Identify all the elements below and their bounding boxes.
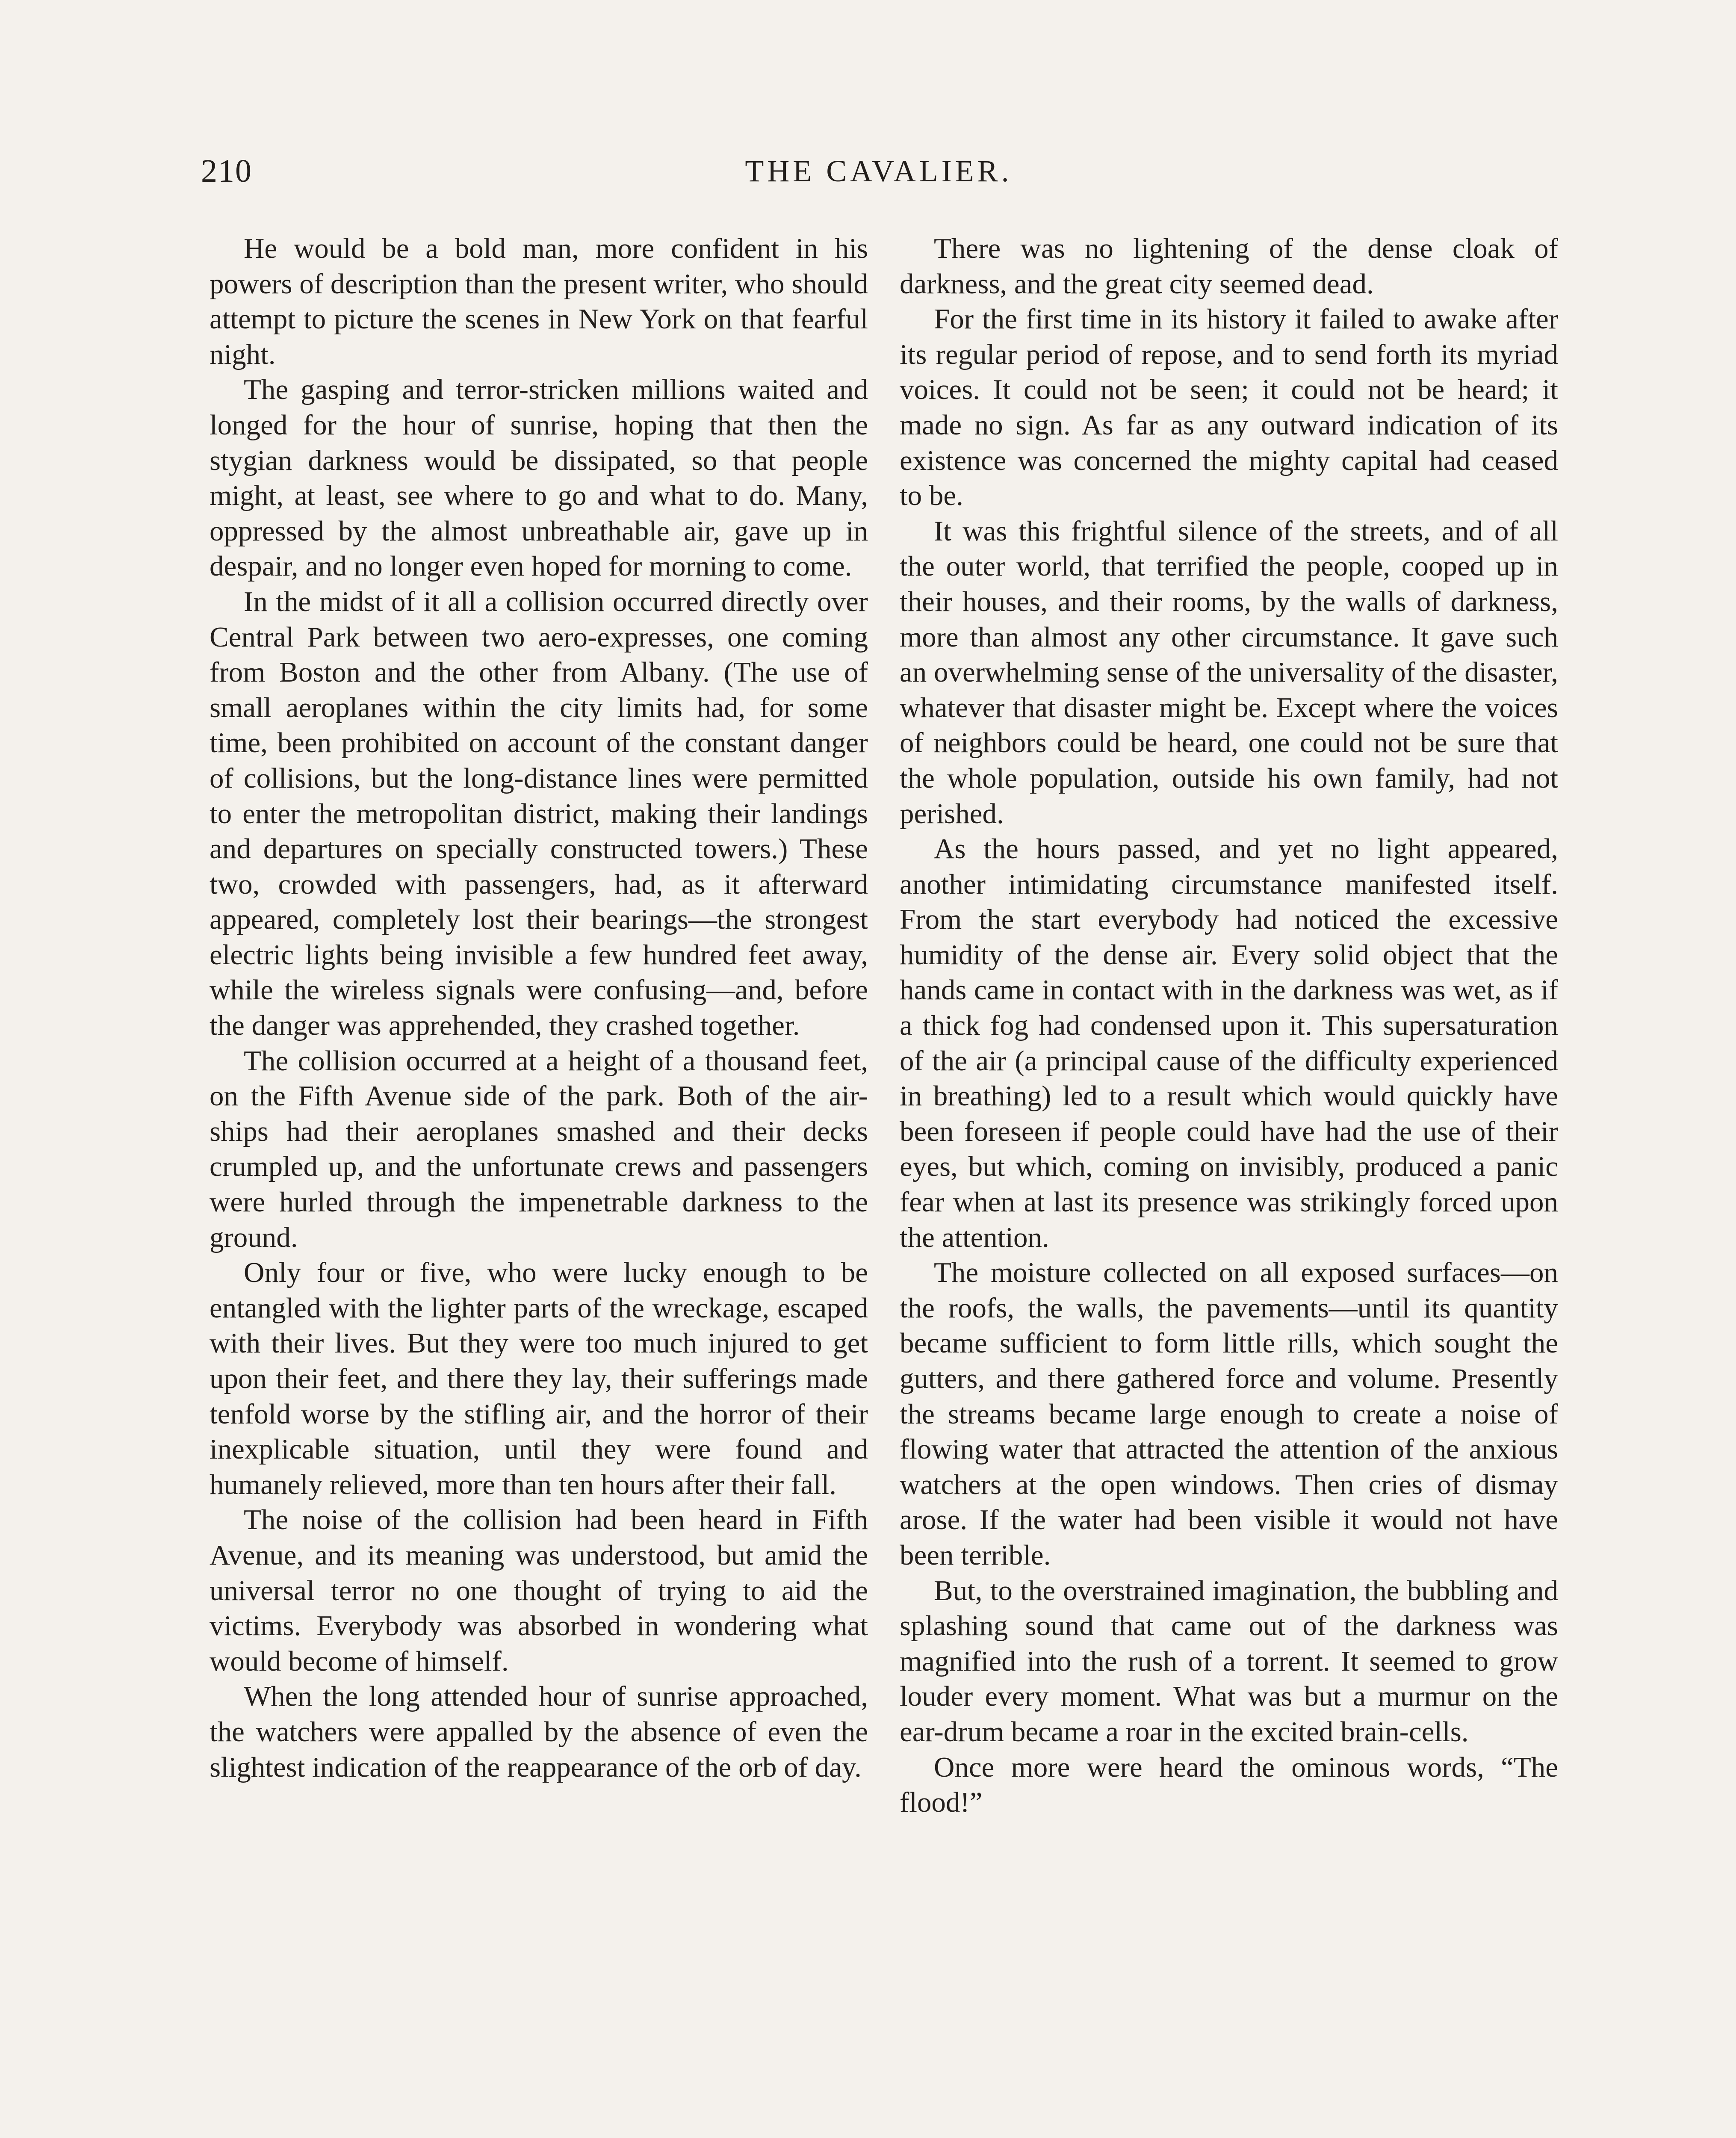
paragraph: As the hours passed, and yet no light appeared, another intimidating circumstance manifested itself. From the start everybody had noticed the excessive humidity of the dense air. Every solid object that the hands came in contact with in the darkness was wet, as if a thick fog had condensed upon it. This supersaturation of the air (a principal cause of the difficulty experienced in breathing) led to a result which would quickly have been foreseen if people could have had the use of their eyes, but which, coming on invisibly, produced a panic fear when at last its presence was strikingly forced upon the attention. [900, 833, 1558, 1253]
paragraph: The collision occurred at a height of a thousand feet, on the Fifth Avenue side of the park. Both of the air-ships had their aeroplanes smashed and their decks crumpled up, and the unfortunate crews and passengers were hurled through the impenetrable darkness to the ground. [210, 1045, 868, 1253]
paragraph: Once more were heard the ominous words, “The flood!” [900, 1751, 1558, 1819]
paragraph: It was this frightful silence of the streets, and of all the outer world, that terrified the people, cooped up in their houses, and their rooms, by the walls of darkness, more than almost any other circumstance. It gave such an overwhelming sense of the universality of the disaster, whatever that disaster might be. Except where the voices of neighbors could be heard, one could not be sure that the whole population, outside his own family, had not perished. [900, 515, 1558, 830]
running-title: THE CAVALIER. [745, 154, 1013, 188]
page-header [201, 150, 1556, 201]
paragraph: But, to the overstrained imagination, the bubbling and splashing sound that came out of the darkness was magnified into the rush of a torrent. It seemed to grow louder every moment. What was but a murmur on the ear-drum became a roar in the excited brain-cells. [900, 1574, 1558, 1748]
paragraph: When the long attended hour of sunrise approached, the watchers were appalled by the absence of even the slightest indication of the reappearance of the orb of day. [210, 1680, 868, 1783]
paragraph: The moisture collected on all exposed surfaces—on the roofs, the walls, the pavements—until its quantity became sufficient to form little rills, which sought the gutters, and there gathered force and volume. Presently the streams became large enough to create a noise of flowing water that attracted the attention of the anxious watchers at the open windows. Then cries of dismay arose. If the water had been visible it would not have been terrible. [900, 1257, 1558, 1571]
paragraph: The noise of the collision had been heard in Fifth Avenue, and its meaning was understood, but amid the universal terror no one thought of trying to aid the victims. Everybody was absorbed in wondering what would become of himself. [210, 1504, 868, 1677]
page-number: 210 [201, 153, 252, 189]
right-column [900, 231, 1558, 1820]
left-column [210, 231, 868, 1785]
paragraph: There was no lightening of the dense cloak of darkness, and the great city seemed dead. [900, 233, 1558, 300]
paragraph: He would be a bold man, more confident in his powers of description than the present writer, who should attempt to picture the scenes in New York on that fearful night. [210, 233, 868, 370]
paragraph: Only four or five, who were lucky enough to be entangled with the lighter parts of the wreckage, escaped with their lives. But they were too much injured to get upon their feet, and there they lay, their sufferings made tenfold worse by the stifling air, and the horror of their inexplicable situation, until they were found and humanely relieved, more than ten hours after their fall. [210, 1257, 868, 1500]
paragraph: The gasping and terror-stricken millions waited and longed for the hour of sunrise, hoping that then the stygian darkness would be dissipated, so that people might, at least, see where to go and what to do. Many, oppressed by the almost unbreathable air, gave up in despair, and no longer even hoped for morning to come. [210, 374, 868, 582]
paragraph: For the first time in its history it failed to awake after its regular period of repose, and to send forth its myriad voices. It could not be seen; it could not be heard; it made no sign. As far as any outward indication of its existence was concerned the mighty capital had ceased to be. [900, 303, 1558, 512]
paragraph: In the midst of it all a collision occurred directly over Central Park between two aero-expresses, one coming from Boston and the other from Albany. (The use of small aeroplanes within the city limits had, for some time, been prohibited on account of the constant danger of collisions, but the long-distance lines were permitted to enter the metropolitan district, making their landings and departures on specially constructed towers.) These two, crowded with passengers, had, as it afterward appeared, completely lost their bearings—the strongest electric lights being invisible a few hundred feet away, while the wireless signals were confusing—and, before the danger was apprehended, they crashed together. [210, 585, 868, 1042]
